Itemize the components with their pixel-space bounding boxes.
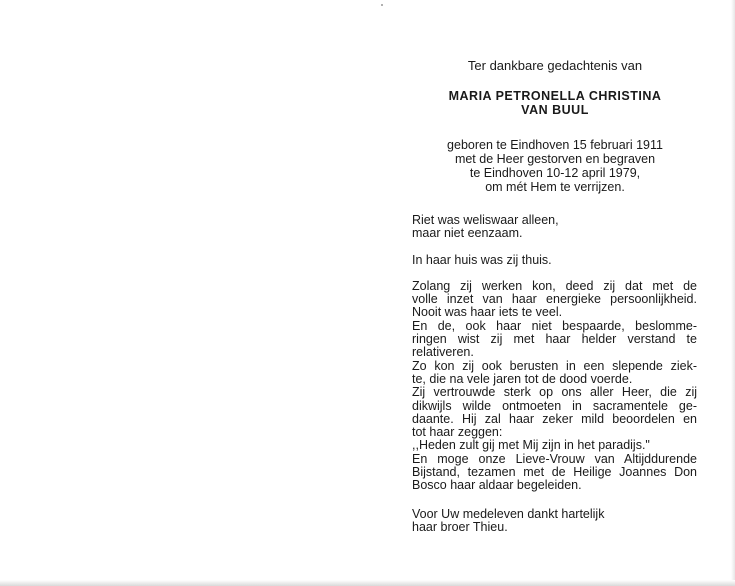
text-line: maar niet eenzaam. [412, 226, 523, 241]
text-line: Zij vertrouwde sterk op ons aller Heer, die zij [412, 385, 697, 400]
text-line: relativeren. [412, 345, 474, 360]
speck [381, 4, 383, 6]
text-line: En moge onze Lieve-Vrouw van Altijddurende [412, 451, 697, 466]
birth-death-block [400, 138, 710, 194]
born-line: om mét Hem te verrijzen. [485, 180, 625, 194]
text-line: En de, ook haar niet bespaarde, beslomme- [412, 318, 697, 333]
paragraph-intro [412, 214, 697, 241]
text-line: Bosco haar aldaar begeleiden. [412, 478, 582, 493]
born-line: met de Heer gestorven en begraven [454, 152, 656, 166]
text-line: te, die na vele jaren tot de dood voerde. [412, 371, 633, 386]
text-line: tot haar zeggen: [412, 425, 503, 440]
paragraph-main [412, 280, 697, 493]
born-line: geboren te Eindhoven 15 februari 1911 [447, 138, 663, 152]
text-line: dikwijls wilde ontmoeten in sacramentele ge- [412, 398, 697, 413]
closing-line: haar broer Thieu. [412, 520, 508, 535]
closing-note [412, 508, 697, 535]
text-line: ringen wist zij met haar helder verstand te [412, 332, 697, 347]
born-line: te Eindhoven 10-12 april 1979, [469, 166, 641, 180]
text-line: volle inzet van haar energieke persoonlijkheid. [412, 292, 697, 307]
text-line: daante. Hij zal haar zeker mild beoordelen en [412, 411, 697, 426]
card-edge-right [731, 0, 735, 586]
text-line: Nooit was haar iets te veel. [412, 305, 563, 320]
closing-line: Voor Uw medeleven dankt hartelijk [412, 507, 605, 521]
text-line: Bijstand, tezamen met de Heilige Joannes Don [412, 465, 697, 480]
dedication-line: Ter dankbare gedachtenis van [467, 58, 643, 73]
text-line: Riet was weliswaar alleen, [412, 213, 559, 227]
name-line: MARIA PETRONELLA CHRISTINA [448, 89, 662, 103]
name-line: VAN BUUL [521, 103, 589, 117]
text-line: In haar huis was zij thuis. [412, 252, 552, 267]
card-header [400, 58, 710, 194]
paragraph-home [412, 254, 697, 267]
card-edge-bottom [0, 580, 735, 586]
deceased-name [400, 89, 710, 117]
memorial-text [412, 214, 697, 493]
text-line: ,,Heden zult gij met Mij zijn in het paradijs." [412, 438, 650, 453]
text-line: Zolang zij werken kon, deed zij dat met de [412, 278, 697, 293]
text-line: Zo kon zij ook berusten in een slepende ziek- [412, 358, 697, 373]
